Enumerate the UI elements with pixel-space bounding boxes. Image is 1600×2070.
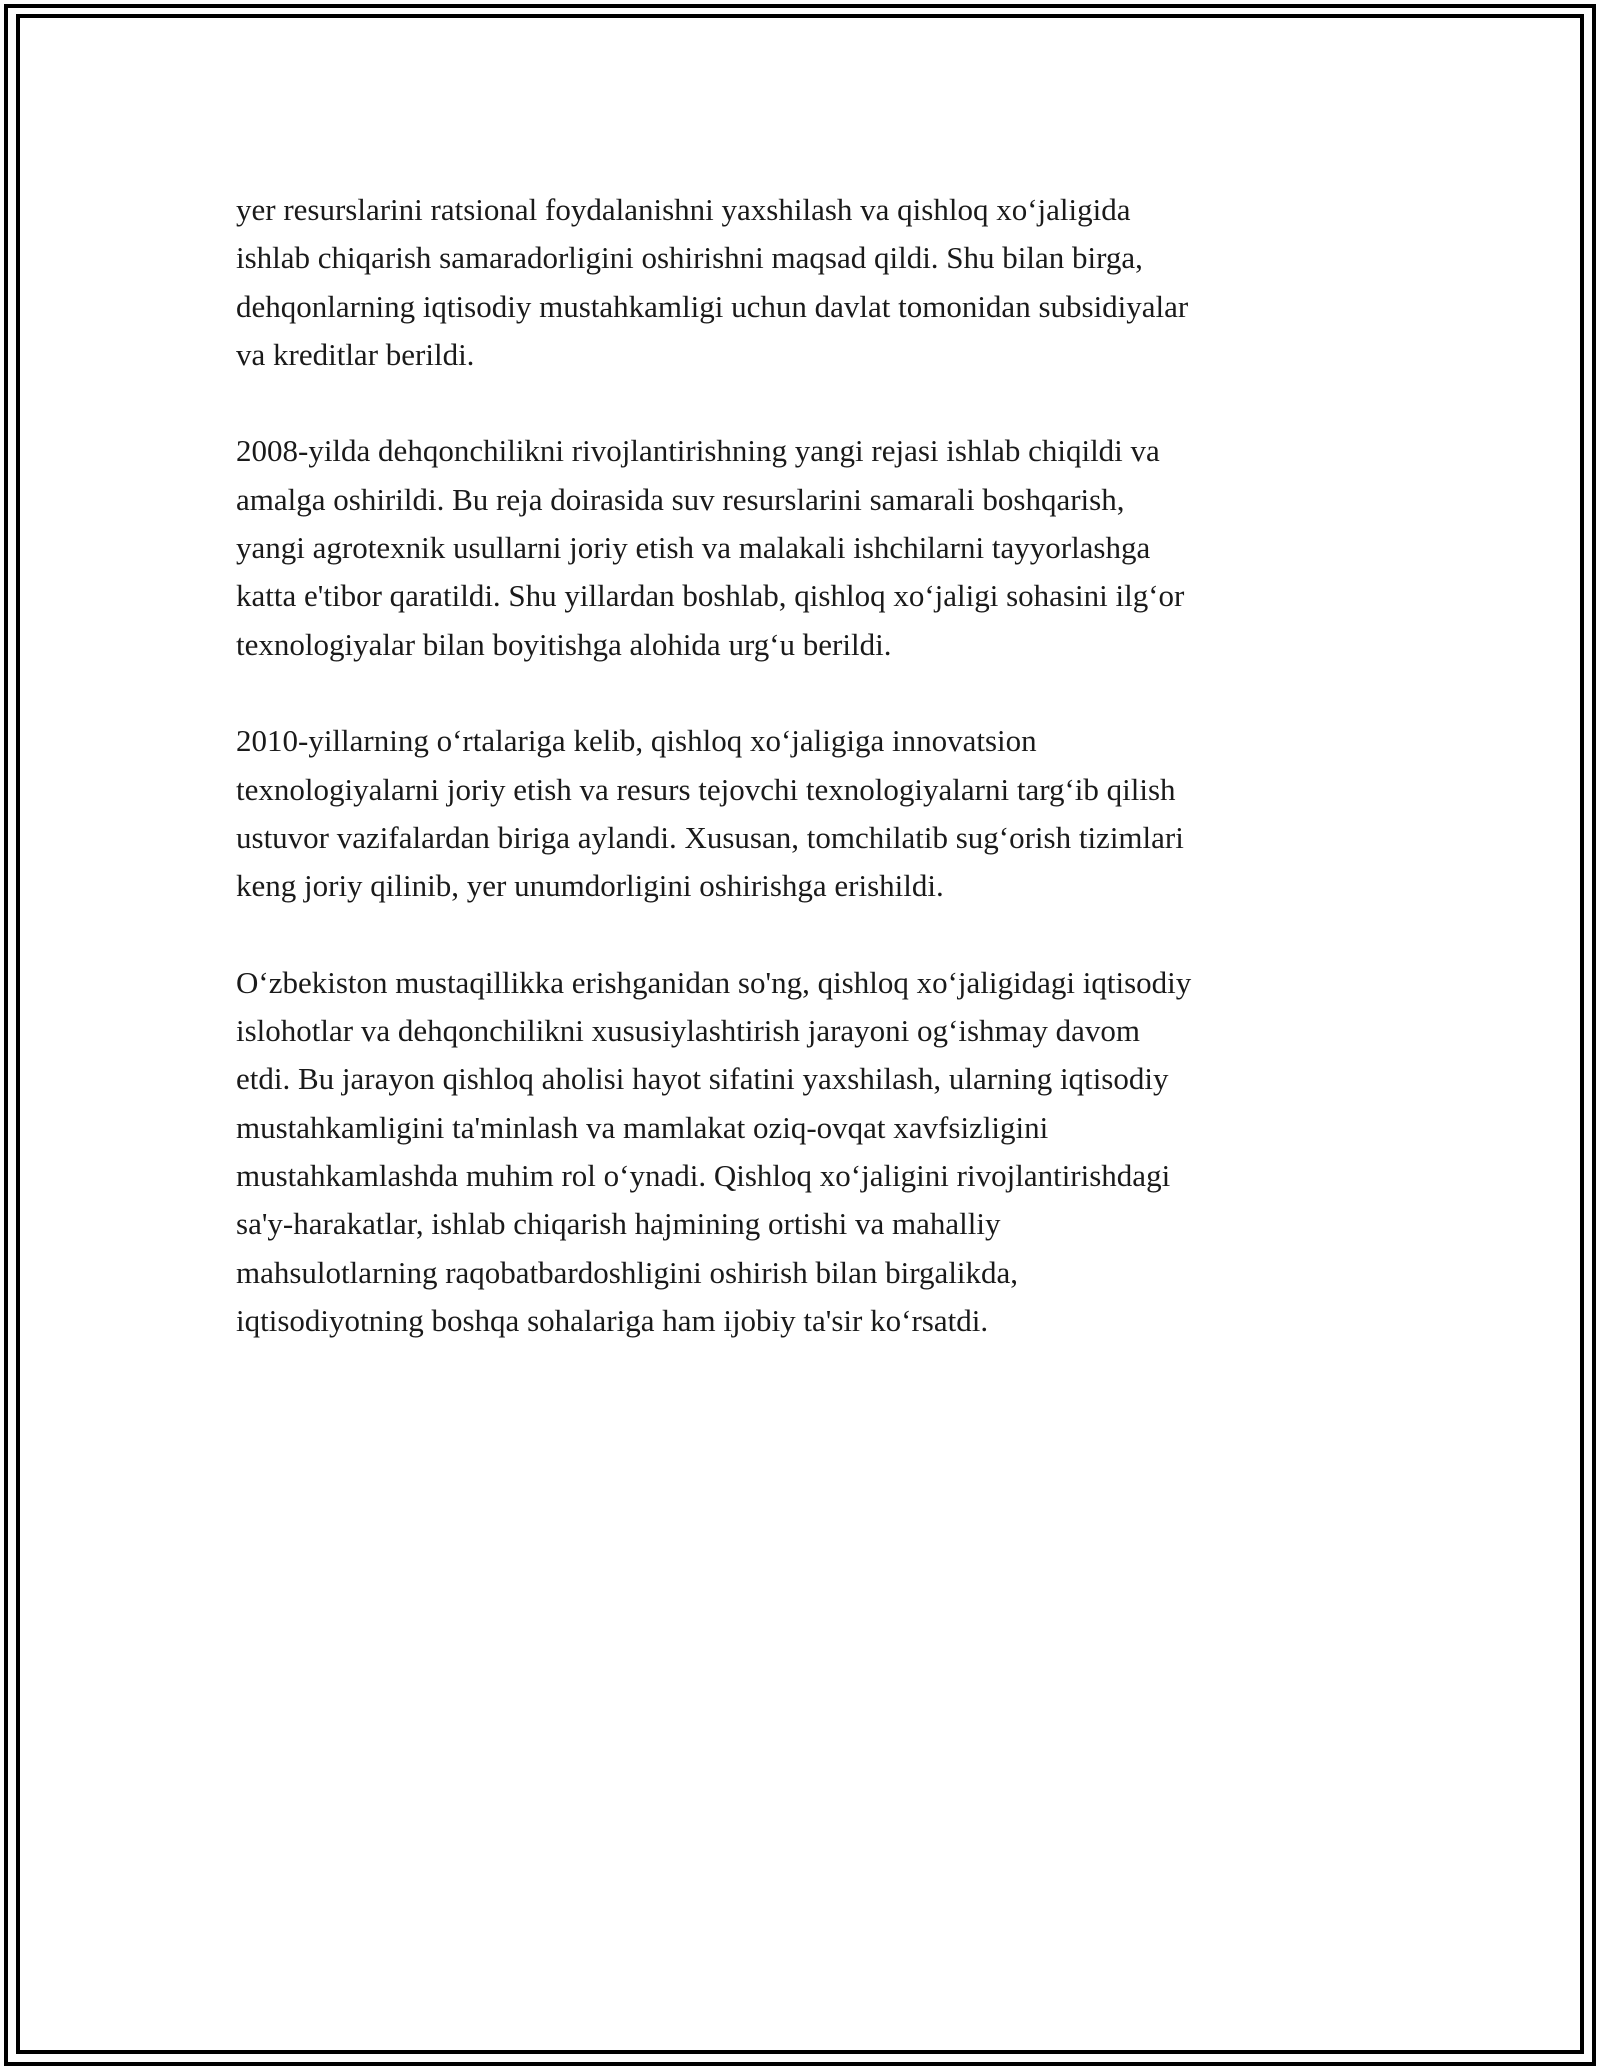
- paragraph-1: yer resurslarini ratsional foydalanishni yaxshilash va qishloq xo‘jaligida ishlab chiqarish samaradorligini oshirishni maqsad qildi. Shu bilan birga, dehqonlarning iqtisodiy mustahkamligi uchun davlat tomonidan subsidiyalar va kreditlar berildi.: [236, 192, 1189, 372]
- document-body: [236, 186, 1376, 1393]
- paragraph-3: 2010-yillarning o‘rtalariga kelib, qishloq xo‘jaligiga innovatsion texnologiyalarni joriy etish va resurs tejovchi texnologiyalarni targ‘ib qilish ustuvor vazifalardan biriga aylandi. Xususan, tomchilatib sug‘orish tizimlari keng joriy qilinib, yer unumdorligini oshirishga erishildi.: [236, 723, 1184, 904]
- paragraph-2: 2008-yilda dehqonchilikni rivojlantirishning yangi rejasi ishlab chiqildi va amalga oshirildi. Bu reja doirasida suv resurslarini samarali boshqarish, yangi agrotexnik usullarni joriy etish va malakali ishchilarni tayyorlashga katta e'tibor qaratildi. Shu yillardan boshlab, qishloq xo‘jaligi sohasini ilg‘or texnologiyalar bilan boyitishga alohida urg‘u berildi.: [236, 433, 1185, 662]
- paragraph-4: O‘zbekiston mustaqillikka erishganidan so'ng, qishloq xo‘jaligidagi iqtisodiy islohotlar va dehqonchilikni xususiylashtirish jarayoni og‘ishmay davom etdi. Bu jarayon qishloq aholisi hayot sifatini yaxshilash, ularning iqtisodiy mustahkamligini ta'minlash va mamlakat oziq-ovqat xavfsizligini mustahkamlashda muhim rol o‘ynadi. Qishloq xo‘jaligini rivojlantirishdagi sa'y-harakatlar, ishlab chiqarish hajmining ortishi va mahalliy mahsulotlarning raqobatbardoshligini oshirish bilan birgalikda, iqtisodiyotning boshqa sohalariga ham ijobiy ta'sir ko‘rsatdi.: [236, 964, 1192, 1338]
